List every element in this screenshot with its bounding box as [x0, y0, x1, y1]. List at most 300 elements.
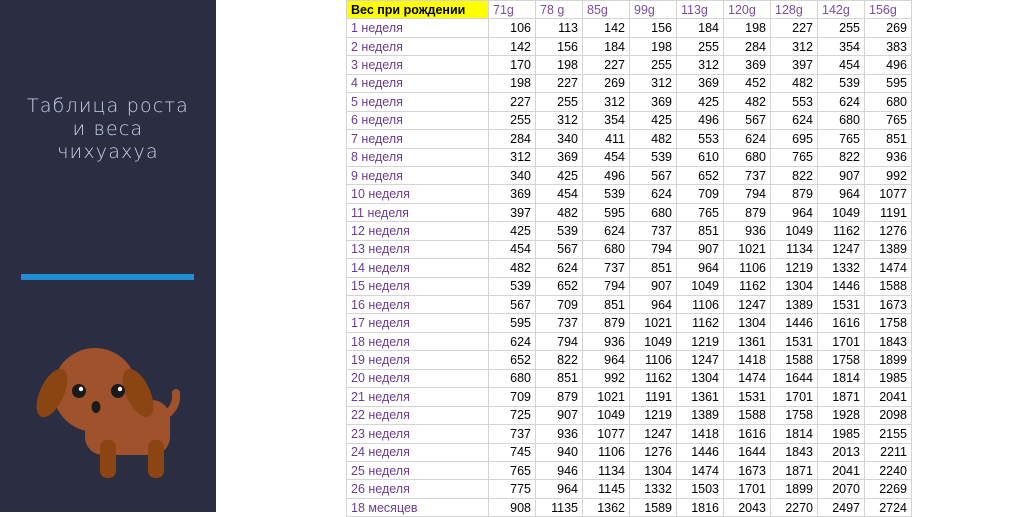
table-cell: 496 — [865, 56, 912, 74]
table-cell: 1985 — [865, 369, 912, 387]
table-cell: 1389 — [771, 296, 818, 314]
row-label: 8 неделя — [347, 148, 489, 166]
table-cell: 595 — [865, 74, 912, 92]
table-cell: 369 — [724, 56, 771, 74]
table-row — [347, 166, 912, 184]
table-row — [347, 19, 912, 37]
table-cell: 1588 — [771, 351, 818, 369]
table-row — [347, 498, 912, 516]
table-cell: 539 — [536, 222, 583, 240]
table-cell: 1531 — [818, 296, 865, 314]
table-cell: 2155 — [865, 425, 912, 443]
table-row — [347, 296, 912, 314]
table-cell: 1106 — [677, 296, 724, 314]
sidebar-panel — [0, 0, 216, 512]
table-cell: 940 — [536, 443, 583, 461]
header-cell-weight: 85g — [583, 1, 630, 19]
table-cell: 2043 — [724, 498, 771, 516]
table-cell: 2013 — [818, 443, 865, 461]
table-cell: 908 — [489, 498, 536, 516]
table-cell: 411 — [583, 130, 630, 148]
table-cell: 1758 — [818, 351, 865, 369]
table-cell: 425 — [536, 166, 583, 184]
row-label: 20 неделя — [347, 369, 489, 387]
table-cell: 1304 — [630, 461, 677, 479]
table-row — [347, 314, 912, 332]
table-cell: 851 — [536, 369, 583, 387]
table-cell: 1474 — [677, 461, 724, 479]
table-row — [347, 93, 912, 111]
table-row — [347, 332, 912, 350]
table-cell: 354 — [583, 111, 630, 129]
table-cell: 567 — [724, 111, 771, 129]
table-cell: 907 — [536, 406, 583, 424]
cartoon-dog-icon — [30, 345, 185, 485]
header-cell-weight: 120g — [724, 1, 771, 19]
table-cell: 709 — [536, 296, 583, 314]
table-cell: 113 — [536, 19, 583, 37]
table-body — [347, 19, 912, 517]
sidebar-title: Таблица роста и веса чихуахуа — [27, 95, 189, 163]
header-cell-weight: 142g — [818, 1, 865, 19]
table-cell: 454 — [536, 185, 583, 203]
table-cell: 198 — [489, 74, 536, 92]
table-cell: 227 — [489, 93, 536, 111]
header-cell-weight: 71g — [489, 1, 536, 19]
dog-eye — [111, 384, 125, 398]
table-cell: 1049 — [630, 332, 677, 350]
table-cell: 2211 — [865, 443, 912, 461]
table-cell: 1589 — [630, 498, 677, 516]
table-cell: 992 — [865, 166, 912, 184]
table-cell: 1247 — [630, 425, 677, 443]
table-cell: 737 — [724, 166, 771, 184]
table-cell: 227 — [583, 56, 630, 74]
table-cell: 1843 — [771, 443, 818, 461]
table-cell: 879 — [583, 314, 630, 332]
table-cell: 1531 — [771, 332, 818, 350]
table-cell: 1162 — [724, 277, 771, 295]
row-label: 5 неделя — [347, 93, 489, 111]
table-cell: 1162 — [677, 314, 724, 332]
row-label: 24 неделя — [347, 443, 489, 461]
table-cell: 851 — [865, 130, 912, 148]
table-cell: 369 — [489, 185, 536, 203]
table-row — [347, 425, 912, 443]
table-cell: 553 — [677, 130, 724, 148]
dog-leg — [100, 440, 116, 478]
header-cell-weight: 99g — [630, 1, 677, 19]
table-cell: 879 — [724, 203, 771, 221]
table-cell: 539 — [489, 277, 536, 295]
table-row — [347, 148, 912, 166]
table-cell: 198 — [724, 19, 771, 37]
table-cell: 454 — [818, 56, 865, 74]
table-cell: 1588 — [865, 277, 912, 295]
table-cell: 879 — [536, 388, 583, 406]
table-cell: 369 — [677, 74, 724, 92]
table-cell: 496 — [583, 166, 630, 184]
table-cell: 624 — [818, 93, 865, 111]
row-label: 9 неделя — [347, 166, 489, 184]
table-cell: 680 — [724, 148, 771, 166]
row-label: 4 неделя — [347, 74, 489, 92]
table-cell: 1474 — [865, 259, 912, 277]
table-cell: 312 — [630, 74, 677, 92]
table-cell: 567 — [489, 296, 536, 314]
table-cell: 312 — [677, 56, 724, 74]
row-label: 3 неделя — [347, 56, 489, 74]
table-cell: 1049 — [771, 222, 818, 240]
table-cell: 553 — [771, 93, 818, 111]
table-cell: 255 — [818, 19, 865, 37]
table-cell: 595 — [489, 314, 536, 332]
table-cell: 1418 — [677, 425, 724, 443]
table-cell: 822 — [771, 166, 818, 184]
table-cell: 1503 — [677, 480, 724, 498]
table-cell: 964 — [583, 351, 630, 369]
table-cell: 1219 — [677, 332, 724, 350]
table-row — [347, 461, 912, 479]
table-cell: 2724 — [865, 498, 912, 516]
table-cell: 1616 — [818, 314, 865, 332]
table-cell: 1588 — [724, 406, 771, 424]
table-cell: 1106 — [724, 259, 771, 277]
header-cell-weight: 156g — [865, 1, 912, 19]
table-cell: 680 — [583, 240, 630, 258]
header-cell-weight: 113g — [677, 1, 724, 19]
table-cell: 198 — [630, 37, 677, 55]
table-cell: 312 — [536, 111, 583, 129]
table-cell: 255 — [536, 93, 583, 111]
table-cell: 1162 — [818, 222, 865, 240]
table-cell: 184 — [583, 37, 630, 55]
table-cell: 397 — [489, 203, 536, 221]
table-cell: 936 — [583, 332, 630, 350]
table-cell: 142 — [583, 19, 630, 37]
table-cell: 794 — [724, 185, 771, 203]
table-cell: 1673 — [724, 461, 771, 479]
table-cell: 340 — [536, 130, 583, 148]
table-cell: 1077 — [865, 185, 912, 203]
table-cell: 765 — [818, 130, 865, 148]
table-cell: 1616 — [724, 425, 771, 443]
table-cell: 1049 — [677, 277, 724, 295]
table-cell: 765 — [771, 148, 818, 166]
table-cell: 936 — [724, 222, 771, 240]
table-cell: 652 — [677, 166, 724, 184]
table-cell: 680 — [489, 369, 536, 387]
table-cell: 1446 — [677, 443, 724, 461]
table-cell: 851 — [630, 259, 677, 277]
table-cell: 425 — [489, 222, 536, 240]
table-cell: 1644 — [724, 443, 771, 461]
table-cell: 312 — [489, 148, 536, 166]
table-cell: 369 — [630, 93, 677, 111]
table-cell: 745 — [489, 443, 536, 461]
row-label: 16 неделя — [347, 296, 489, 314]
table-cell: 680 — [630, 203, 677, 221]
table-row — [347, 351, 912, 369]
table-cell: 454 — [489, 240, 536, 258]
table-cell: 482 — [771, 74, 818, 92]
table-cell: 1446 — [818, 277, 865, 295]
table-cell: 284 — [724, 37, 771, 55]
table-cell: 652 — [489, 351, 536, 369]
table-cell: 539 — [818, 74, 865, 92]
table-cell: 1247 — [677, 351, 724, 369]
header-cell-birth-weight: Вес при рождении — [347, 1, 489, 19]
table-cell: 2070 — [818, 480, 865, 498]
table-cell: 452 — [724, 74, 771, 92]
table-cell: 1899 — [771, 480, 818, 498]
table-header — [347, 1, 912, 19]
table-cell: 1985 — [818, 425, 865, 443]
table-cell: 2041 — [818, 461, 865, 479]
table-cell: 184 — [677, 19, 724, 37]
table-cell: 482 — [724, 93, 771, 111]
row-label: 17 неделя — [347, 314, 489, 332]
table-cell: 1191 — [630, 388, 677, 406]
table-cell: 1531 — [724, 388, 771, 406]
table-cell: 680 — [865, 93, 912, 111]
table-row — [347, 369, 912, 387]
table-cell: 765 — [489, 461, 536, 479]
row-label: 19 неделя — [347, 351, 489, 369]
table-cell: 567 — [630, 166, 677, 184]
table-cell: 269 — [865, 19, 912, 37]
table-cell: 1049 — [583, 406, 630, 424]
table-cell: 851 — [677, 222, 724, 240]
table-cell: 354 — [818, 37, 865, 55]
table-cell: 1135 — [536, 498, 583, 516]
dog-eye — [72, 384, 86, 398]
row-label: 11 неделя — [347, 203, 489, 221]
table-cell: 1418 — [724, 351, 771, 369]
row-label: 2 неделя — [347, 37, 489, 55]
table-cell: 765 — [865, 111, 912, 129]
table-cell: 1219 — [771, 259, 818, 277]
table-cell: 496 — [677, 111, 724, 129]
table-cell: 794 — [583, 277, 630, 295]
table-cell: 1843 — [865, 332, 912, 350]
table-cell: 1928 — [818, 406, 865, 424]
table-cell: 1758 — [771, 406, 818, 424]
row-label: 22 неделя — [347, 406, 489, 424]
table-cell: 482 — [536, 203, 583, 221]
table-row — [347, 111, 912, 129]
table-row — [347, 388, 912, 406]
table-row — [347, 480, 912, 498]
growth-weight-table — [346, 0, 912, 517]
table-cell: 227 — [536, 74, 583, 92]
table-cell: 822 — [536, 351, 583, 369]
table-cell: 255 — [677, 37, 724, 55]
row-label: 26 неделя — [347, 480, 489, 498]
table-cell: 1474 — [724, 369, 771, 387]
table-cell: 106 — [489, 19, 536, 37]
table-row — [347, 185, 912, 203]
table-cell: 775 — [489, 480, 536, 498]
table-cell: 936 — [536, 425, 583, 443]
table-cell: 794 — [536, 332, 583, 350]
table-cell: 1673 — [865, 296, 912, 314]
table-cell: 369 — [536, 148, 583, 166]
table-cell: 142 — [489, 37, 536, 55]
table-cell: 610 — [677, 148, 724, 166]
table-cell: 269 — [583, 74, 630, 92]
table-cell: 907 — [818, 166, 865, 184]
table-cell: 1304 — [771, 277, 818, 295]
table-cell: 1106 — [583, 443, 630, 461]
row-label: 6 неделя — [347, 111, 489, 129]
table-header-row — [347, 1, 912, 19]
accent-divider — [21, 274, 194, 280]
table-cell: 539 — [583, 185, 630, 203]
table-cell: 1871 — [771, 461, 818, 479]
table-cell: 2041 — [865, 388, 912, 406]
table-cell: 737 — [489, 425, 536, 443]
table-row — [347, 56, 912, 74]
table-cell: 2270 — [771, 498, 818, 516]
right-fade — [914, 0, 1024, 512]
table-cell: 1389 — [865, 240, 912, 258]
table-cell: 992 — [583, 369, 630, 387]
table-cell: 539 — [630, 148, 677, 166]
table-cell: 1361 — [677, 388, 724, 406]
table-cell: 1145 — [583, 480, 630, 498]
table-row — [347, 74, 912, 92]
table-cell: 794 — [630, 240, 677, 258]
table-cell: 2269 — [865, 480, 912, 498]
table-cell: 1021 — [724, 240, 771, 258]
row-label: 14 неделя — [347, 259, 489, 277]
table-cell: 595 — [583, 203, 630, 221]
table-cell: 1219 — [630, 406, 677, 424]
table-cell: 737 — [630, 222, 677, 240]
table-cell: 1191 — [865, 203, 912, 221]
table-cell: 1247 — [818, 240, 865, 258]
table-cell: 624 — [583, 222, 630, 240]
table-cell: 1758 — [865, 314, 912, 332]
table-cell: 1304 — [677, 369, 724, 387]
table-cell: 1644 — [771, 369, 818, 387]
table-row — [347, 259, 912, 277]
table-cell: 482 — [630, 130, 677, 148]
table-row — [347, 37, 912, 55]
table-cell: 425 — [630, 111, 677, 129]
table-cell: 1134 — [771, 240, 818, 258]
table-cell: 737 — [536, 314, 583, 332]
table-cell: 425 — [677, 93, 724, 111]
table-cell: 822 — [818, 148, 865, 166]
table-cell: 312 — [583, 93, 630, 111]
table-cell: 2098 — [865, 406, 912, 424]
table-row — [347, 222, 912, 240]
table-cell: 851 — [583, 296, 630, 314]
table-row — [347, 406, 912, 424]
table-cell: 624 — [536, 259, 583, 277]
table-cell: 1162 — [630, 369, 677, 387]
table-cell: 1899 — [865, 351, 912, 369]
table-cell: 964 — [630, 296, 677, 314]
row-label: 12 неделя — [347, 222, 489, 240]
table-cell: 1701 — [724, 480, 771, 498]
table-cell: 482 — [489, 259, 536, 277]
table-cell: 709 — [677, 185, 724, 203]
table-cell: 946 — [536, 461, 583, 479]
row-label: 7 неделя — [347, 130, 489, 148]
table-cell: 1446 — [771, 314, 818, 332]
table-cell: 709 — [489, 388, 536, 406]
table-row — [347, 443, 912, 461]
table-cell: 198 — [536, 56, 583, 74]
table-cell: 170 — [489, 56, 536, 74]
table-cell: 1701 — [818, 332, 865, 350]
table-row — [347, 203, 912, 221]
table-cell: 1332 — [818, 259, 865, 277]
table-cell: 1134 — [583, 461, 630, 479]
table-cell: 1021 — [630, 314, 677, 332]
row-label: 1 неделя — [347, 19, 489, 37]
table-cell: 1304 — [724, 314, 771, 332]
row-label: 13 неделя — [347, 240, 489, 258]
header-cell-weight: 78 g — [536, 1, 583, 19]
table-cell: 964 — [771, 203, 818, 221]
table-cell: 1021 — [583, 388, 630, 406]
table-cell: 695 — [771, 130, 818, 148]
table-cell: 312 — [771, 37, 818, 55]
table-cell: 725 — [489, 406, 536, 424]
table-cell: 879 — [771, 185, 818, 203]
table-cell: 1332 — [630, 480, 677, 498]
table-cell: 765 — [677, 203, 724, 221]
table-cell: 652 — [536, 277, 583, 295]
table-cell: 1049 — [818, 203, 865, 221]
table-cell: 284 — [489, 130, 536, 148]
table-cell: 1276 — [630, 443, 677, 461]
table-cell: 907 — [630, 277, 677, 295]
table-cell: 936 — [865, 148, 912, 166]
row-label: 18 неделя — [347, 332, 489, 350]
row-label: 18 месяцев — [347, 498, 489, 516]
dog-leg — [148, 440, 164, 478]
row-label: 23 неделя — [347, 425, 489, 443]
table-cell: 1106 — [630, 351, 677, 369]
table-cell: 397 — [771, 56, 818, 74]
table-cell: 567 — [536, 240, 583, 258]
table-cell: 1814 — [818, 369, 865, 387]
table-cell: 964 — [536, 480, 583, 498]
table-cell: 2497 — [818, 498, 865, 516]
table-cell: 1816 — [677, 498, 724, 516]
table-cell: 737 — [583, 259, 630, 277]
table-cell: 255 — [630, 56, 677, 74]
table-cell: 1077 — [583, 425, 630, 443]
table-cell: 2240 — [865, 461, 912, 479]
row-label: 25 неделя — [347, 461, 489, 479]
table-cell: 1389 — [677, 406, 724, 424]
table-row — [347, 277, 912, 295]
table-cell: 156 — [630, 19, 677, 37]
dog-nose — [92, 401, 101, 413]
table-cell: 156 — [536, 37, 583, 55]
table-cell: 964 — [818, 185, 865, 203]
table-cell: 624 — [489, 332, 536, 350]
table-cell: 624 — [724, 130, 771, 148]
table-cell: 383 — [865, 37, 912, 55]
table-cell: 624 — [771, 111, 818, 129]
